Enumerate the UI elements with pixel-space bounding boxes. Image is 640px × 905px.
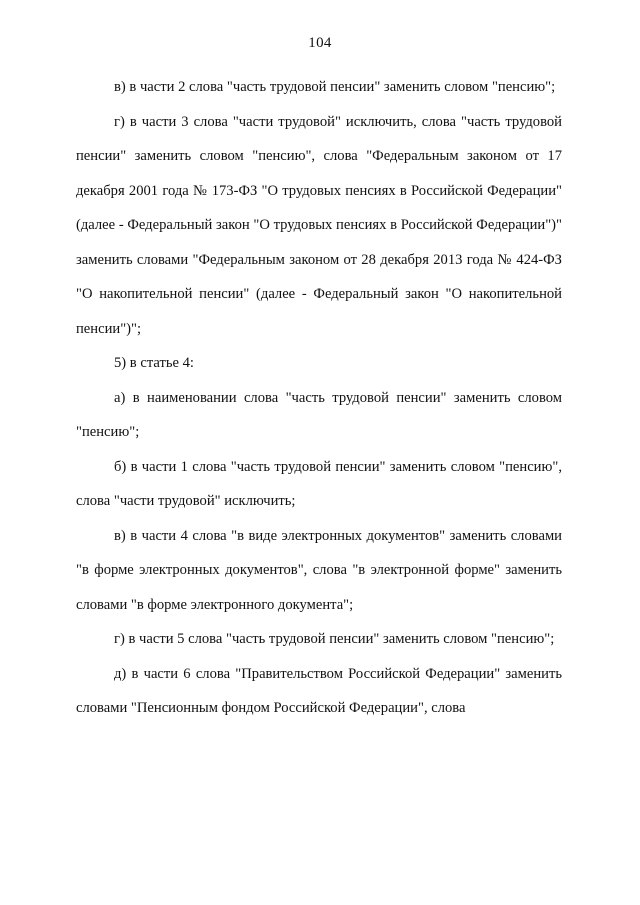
paragraph-v-chast-4: в) в части 4 слова "в виде электронных документов" заменить словами "в форме электронных документов", слова "в электронной форме" заменить словами "в форме электронного документа"; [76, 527, 562, 613]
paragraph-item-5: 5) в статье 4: [114, 355, 194, 371]
paragraph-g-chast-3: г) в части 3 слова "части трудовой" исключить, слова "часть трудовой пенсии" заменить словом "пенсию", слова "Федеральным законом от 17 декабря 2001 года № 173-ФЗ "О трудовых пенсиях в Российской Федерации" (далее - Федеральный закон "О трудовых пенсиях в Российской Федерации")" заменить словами "Федеральным законом от 28 декабря 2013 года № 424-ФЗ "О накопительной пенсии" (далее - Федеральный закон "О накопительной пенсии")"; [76, 113, 562, 337]
document-body [76, 70, 562, 726]
paragraph-g-chast-5: г) в части 5 слова "часть трудовой пенсии" заменить словом "пенсию"; [114, 631, 555, 647]
paragraph-d-chast-6: д) в части 6 слова "Правительством Российской Федерации" заменить словами "Пенсионным фондом Российской Федерации", слова [76, 665, 562, 716]
page-number: 104 [308, 35, 332, 51]
paragraph-v-chast-2: в) в части 2 слова "часть трудовой пенсии" заменить словом "пенсию"; [114, 79, 556, 95]
paragraph-b-chast-1: б) в части 1 слова "часть трудовой пенсии" заменить словом "пенсию", слова "части трудовой" исключить; [76, 458, 562, 509]
paragraph-a-naimenovanie: а) в наименовании слова "часть трудовой пенсии" заменить словом "пенсию"; [76, 389, 562, 440]
